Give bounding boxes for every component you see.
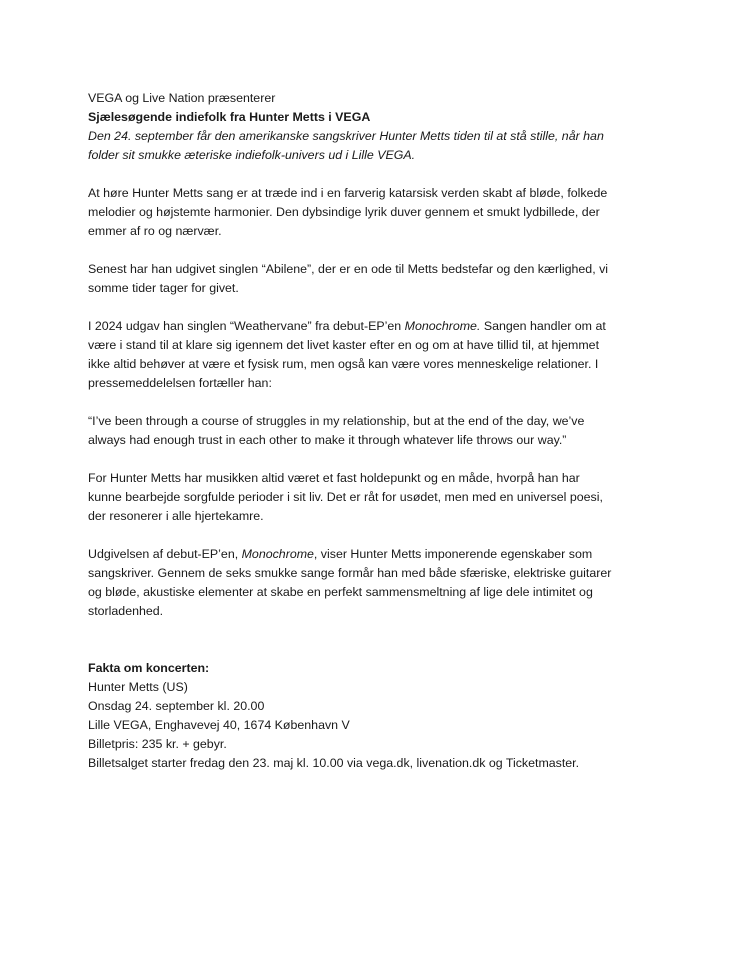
facts-price: Billetpris: 235 kr. + gebyr. [88,737,227,751]
paragraph-line: storladenhed. [88,604,164,618]
paragraph-line: kunne bearbejde sorgfulde perioder i sit liv. Det er råt for usødet, men med en universel poesi, [88,490,603,504]
paragraph-line: og bløde, akustiske elementer at skabe en perfekt sammensmeltning af lige dele intimitet og [88,585,593,599]
paragraph-line: melodier og højstemte harmonier. Den dybsindige lyrik duver gennem et smukt lydbillede, der [88,205,600,219]
paragraph-line: Senest har han udgivet singlen “Abilene”, der er en ode til Metts bedstefar og den kærlighed, vi [88,262,609,276]
lead-line-2: folder sit smukke æteriske indiefolk-univers ud i Lille VEGA. [88,148,416,162]
paragraph-4 [88,469,668,526]
paragraph-line: pressemeddelelsen fortæller han: [88,376,272,390]
press-release-page [88,89,668,773]
text-run: , viser Hunter Metts imponerende egenskaber som [313,547,593,561]
facts-heading: Fakta om koncerten: [88,661,210,675]
paragraph-line: der resonerer i alle hjertekamre. [88,509,264,523]
text-run: Sangen handler om at [480,319,606,333]
quote-line: always had enough trust in each other to make it through whatever life throws our way.” [88,433,567,447]
paragraph-line [88,545,668,564]
paragraph-line: At høre Hunter Metts sang er at træde ind i en farverig katarsisk verden skabt af bløde, folkede [88,186,608,200]
paragraph-line: være i stand til at klare sig igennem det livet kaster efter en og om at have tillid til, at hjemmet [88,338,600,352]
text-run: Udgivelsen af debut-EP’en, [88,547,242,561]
ep-title: Monochrome. [404,319,481,333]
concert-facts [88,659,668,773]
paragraph-5 [88,545,668,621]
paragraph-line: emmer af ro og nærvær. [88,224,222,238]
paragraph-line [88,317,668,336]
paragraph-line: somme tider tager for givet. [88,281,239,295]
quote [88,412,668,450]
paragraph-line: For Hunter Metts har musikken altid været et fast holdepunkt og en måde, hvorpå han har [88,471,580,485]
paragraph-3 [88,317,668,393]
facts-venue: Lille VEGA, Enghavevej 40, 1674 København V [88,718,350,732]
headline: Sjælesøgende indiefolk fra Hunter Metts i VEGA [88,110,371,124]
presenter-line: VEGA og Live Nation præsenterer [88,91,276,105]
paragraph-1 [88,184,668,241]
text-run: I 2024 udgav han singlen “Weathervane” fra debut-EP’en [88,319,405,333]
paragraph-line: ikke altid behøver at være et fysisk rum, men også kan være vores menneskelige relationer. I [88,357,599,371]
lead-line-1: Den 24. september får den amerikanske sangskriver Hunter Metts tiden til at stå stille, når han [88,129,604,143]
paragraph-line: sangskriver. Gennem de seks smukke sange formår han med både sfæriske, elektriske guitarer [88,566,612,580]
facts-date: Onsdag 24. september kl. 20.00 [88,699,265,713]
facts-ticket-sale: Billetsalget starter fredag den 23. maj kl. 10.00 via vega.dk, livenation.dk og Ticketmaster. [88,756,580,770]
quote-line: “I’ve been through a course of struggles in my relationship, but at the end of the day, we’ve [88,414,585,428]
paragraph-2 [88,260,668,298]
ep-title: Monochrome [241,547,314,561]
facts-artist: Hunter Metts (US) [88,680,188,694]
header-block [88,89,668,165]
